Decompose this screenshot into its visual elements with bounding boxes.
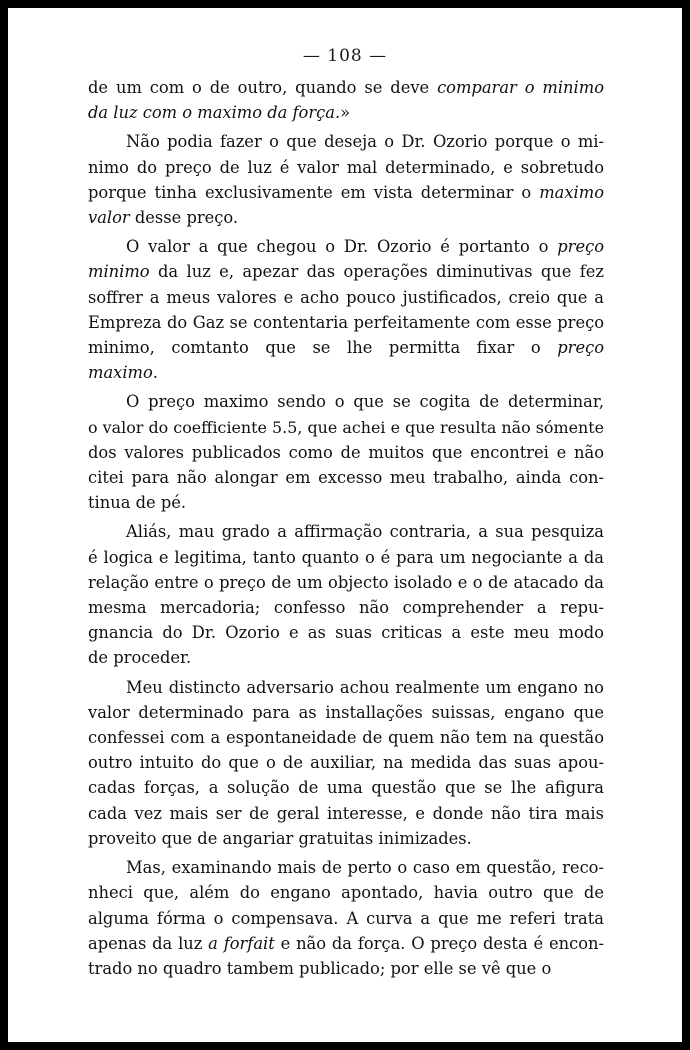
text-line	[88, 545, 604, 570]
text-line	[88, 906, 604, 931]
text-line	[88, 826, 604, 851]
text-line	[88, 880, 604, 905]
text-run: soffrer a meus valores e acho pouco justificados, creio que a	[88, 287, 604, 307]
text-run: alguma fórma o compensava. A curva a que me referi trata	[88, 908, 604, 928]
text-line	[88, 100, 604, 125]
text-line	[88, 234, 604, 259]
text-line	[88, 129, 604, 154]
text-run: gnancia do Dr. Ozorio e as suas criticas a este meu modo	[88, 623, 604, 643]
text-line	[88, 519, 604, 544]
text-run: de proceder.	[88, 648, 192, 668]
text-run: dos valores publicados como de muitos que encontrei e não	[88, 442, 604, 462]
text-run: Não podia fazer o que deseja o Dr. Ozorio porque o mi-	[126, 132, 604, 152]
text-run: »	[340, 103, 351, 123]
text-run: Mas, examinando mais de perto o caso em questão, reco-	[126, 858, 604, 878]
text-run: O valor a que chegou o Dr. Ozorio é portanto o	[126, 237, 558, 257]
text-run: cada vez mais ser de geral interesse, e donde não tira mais	[88, 803, 604, 823]
text-line	[88, 415, 604, 440]
italic-text: maximo	[539, 182, 604, 202]
text-run: .	[152, 363, 158, 383]
text-line	[88, 285, 604, 310]
text-run: o valor do coefficiente 5.5, que achei e que resulta não sómente	[88, 417, 604, 437]
text-line	[88, 389, 604, 414]
text-run: Meu distincto adversario achou realmente um engano no	[126, 677, 604, 697]
italic-text: minimo	[88, 262, 150, 282]
text-line	[88, 595, 604, 620]
text-run: trado no quadro tambem publicado; por elle se vê que o	[88, 958, 552, 978]
paragraph	[88, 75, 604, 125]
book-page	[8, 8, 682, 1042]
text-run: apenas da luz	[88, 933, 209, 953]
paragraph	[88, 129, 604, 230]
text-run: nheci que, além do engano apontado, havia outro que de	[88, 883, 604, 903]
text-line	[88, 855, 604, 880]
text-run: minimo, comtanto que se lhe permitta fixar o	[88, 338, 558, 358]
text-line	[88, 801, 604, 826]
text-line	[88, 180, 604, 205]
text-run: e não da força. O preço desta é encon-	[274, 933, 604, 953]
text-line	[88, 956, 604, 981]
text-run: Empreza do Gaz se contentaria perfeitamente com esse preço	[88, 312, 604, 332]
text-run: O preço maximo sendo o que se cogita de determinar,	[126, 392, 604, 412]
italic-text: comparar o minimo	[437, 78, 604, 97]
text-line	[88, 725, 604, 750]
text-line	[88, 155, 604, 180]
text-run: Aliás, mau grado a affirmação contraria, a sua pesquiza	[126, 522, 604, 542]
text-line	[88, 775, 604, 800]
text-line	[88, 360, 604, 385]
text-run: desse preço.	[129, 208, 239, 228]
text-line	[88, 490, 604, 515]
text-run: da luz e, apezar das operações diminutivas que fez	[149, 262, 604, 282]
italic-text: da luz com o maximo da força.	[88, 103, 341, 123]
paragraph	[88, 519, 604, 670]
text-run: tinua de pé.	[88, 493, 187, 513]
text-run: de um com o de outro, quando se deve	[88, 78, 438, 97]
italic-text: a forfait	[208, 933, 275, 953]
text-line	[88, 465, 604, 490]
text-run: confessei com a espontaneidade de quem não tem na questão	[88, 728, 604, 748]
text-line	[88, 205, 604, 230]
text-line	[88, 440, 604, 465]
page-number: — 108 —	[302, 46, 388, 66]
text-run: é logica e legitima, tanto quanto o é para um negociante a da	[88, 547, 604, 567]
text-run: proveito que de angariar gratuitas inimizades.	[88, 828, 472, 848]
text-run: porque tinha exclusivamente em vista determinar o	[88, 182, 540, 202]
text-line	[88, 675, 604, 700]
page-body-text	[88, 75, 604, 981]
paragraph	[88, 234, 604, 385]
text-line	[88, 931, 604, 956]
text-line	[88, 620, 604, 645]
text-run: outro intuito do que o de auxiliar, na medida das suas apou-	[88, 753, 604, 773]
text-run: relação entre o preço de um objecto isolado e o de atacado da	[88, 572, 604, 592]
italic-text: maximo	[88, 363, 153, 383]
text-line	[88, 700, 604, 725]
paragraph	[88, 389, 604, 515]
italic-text: preço	[557, 237, 604, 257]
text-line	[88, 259, 604, 284]
text-run: cadas forças, a solução de uma questão que se lhe afigura	[88, 778, 604, 798]
text-line	[88, 335, 604, 360]
text-run: mesma mercadoria; confesso não comprehender a repu-	[88, 598, 604, 618]
italic-text: preço	[557, 338, 604, 358]
text-line	[88, 75, 604, 100]
text-line	[88, 570, 604, 595]
text-line	[88, 750, 604, 775]
text-line	[88, 645, 604, 670]
paragraph	[88, 675, 604, 851]
text-run: valor determinado para as installações suissas, engano que	[88, 702, 604, 722]
text-run: citei para não alongar em excesso meu trabalho, ainda con-	[88, 468, 604, 488]
text-run: nimo do preço de luz é valor mal determinado, e sobretudo	[88, 157, 604, 177]
paragraph	[88, 855, 604, 981]
text-line	[88, 310, 604, 335]
italic-text: valor	[88, 208, 130, 228]
